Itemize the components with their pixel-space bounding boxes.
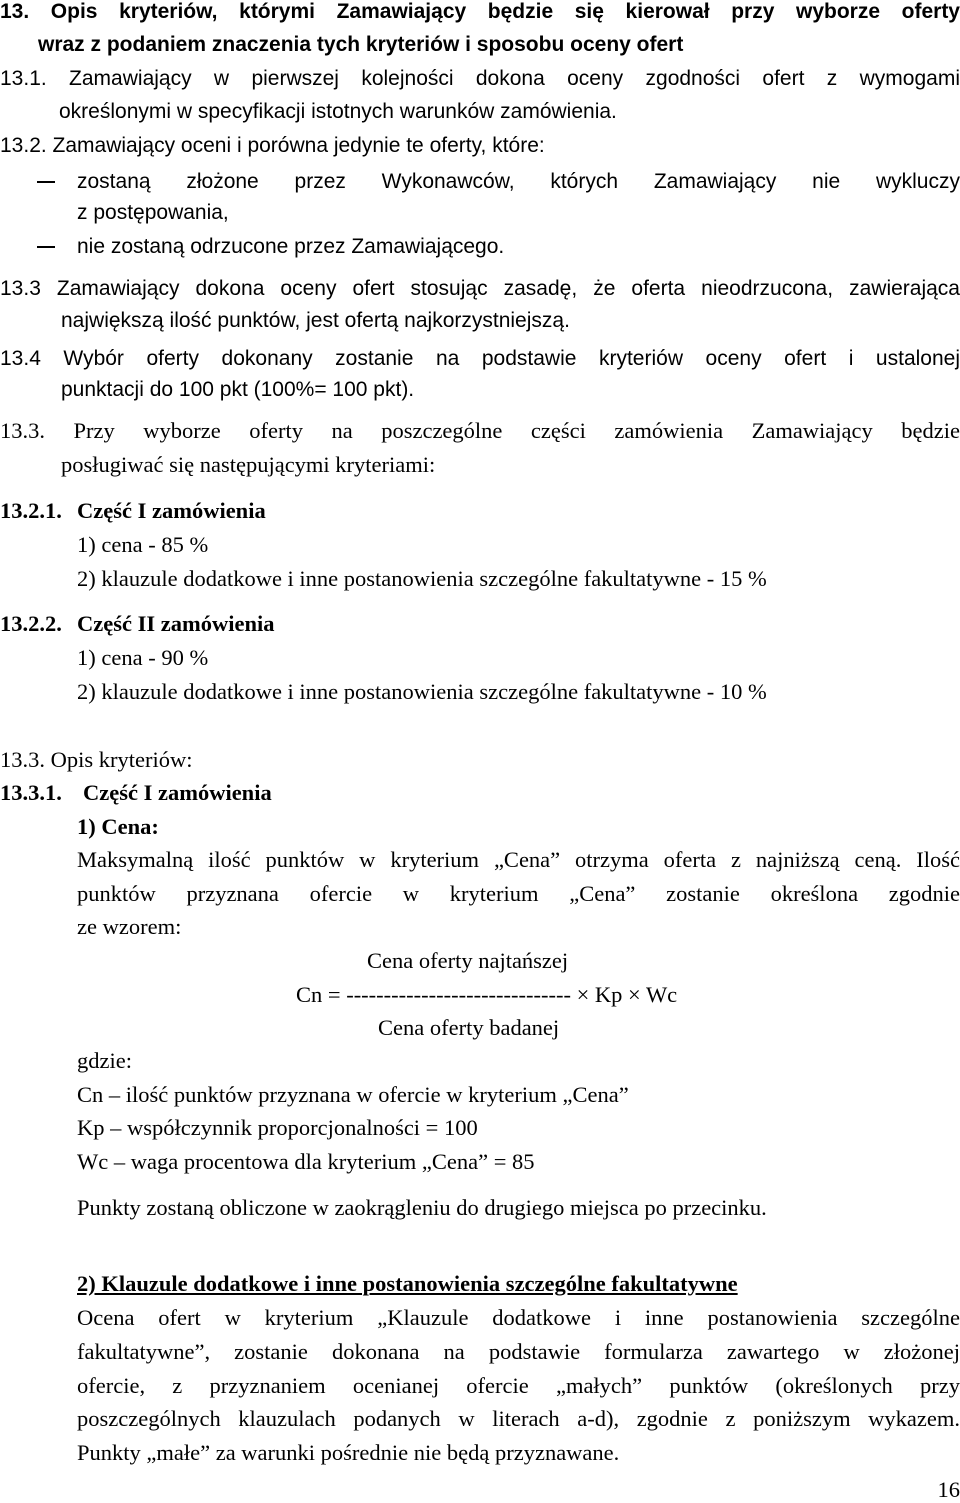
- formula-main: Cn = ------------------------------ × Kp × Wc: [296, 982, 677, 1008]
- part2-number: 13.2.2.: [0, 611, 62, 637]
- section-heading-line1: 13. Opis kryteriów, którymi Zamawiający będzie się kierował przy wyborze oferty: [0, 0, 960, 24]
- definition-cn: Cn – ilość punktów przyznana w ofercie w kryterium „Cena”: [77, 1082, 629, 1108]
- clauses-text-line5: Punkty „małe” za warunki pośrednie nie będą przyznawane.: [77, 1440, 619, 1466]
- definition-kp: Kp – współczynnik proporcjonalności = 100: [77, 1115, 478, 1141]
- clauses-heading: [77, 1271, 738, 1297]
- part1-item-2: 2) klauzule dodatkowe i inne postanowienia szczególne fakultatywne - 15 %: [77, 566, 767, 592]
- paragraph-13-3-line1: 13.3 Zamawiający dokona oceny ofert stosując zasadę, że oferta nieodrzucona, zawierająca: [0, 277, 960, 301]
- bullet-1-line1: zostaną złożone przez Wykonawców, których Zamawiający nie wykluczy: [77, 170, 960, 194]
- bullet-1-line2: z postępowania,: [77, 201, 229, 225]
- bullet-dash-2: [37, 246, 55, 248]
- price-text-line1: Maksymalną ilość punktów w kryterium „Cena” otrzyma oferta z najniższą ceną. Ilość: [77, 847, 960, 873]
- clauses-text-line1: Ocena ofert w kryterium „Klauzule dodatkowe i inne postanowienia szczególne: [77, 1305, 960, 1331]
- paragraph-13-1-line1: 13.1. Zamawiający w pierwszej kolejności dokona oceny zgodności ofert z wymogami: [0, 67, 960, 91]
- clauses-heading-text: 2) Klauzule dodatkowe i inne postanowienia szczególne fakultatywne: [77, 1271, 738, 1296]
- clauses-text-line4: poszczególnych klauzulach podanych w literach a-d), zgodnie z poniższym wykazem.: [77, 1406, 960, 1432]
- formula-denominator: Cena oferty badanej: [378, 1015, 559, 1041]
- criteria-intro-line2: posługiwać się następującymi kryteriami:: [61, 452, 435, 478]
- paragraph-13-1-line2: określonymi w specyfikacji istotnych warunków zamówienia.: [59, 100, 617, 124]
- description-part1-title: Część I zamówienia: [83, 780, 272, 806]
- price-text-line2: punktów przyznana ofercie w kryterium „Cena” zostanie określona zgodnie: [77, 881, 960, 907]
- price-text-line3: ze wzorem:: [77, 914, 181, 940]
- description-part1-number: 13.3.1.: [0, 780, 62, 806]
- part2-item-1: 1) cena - 90 %: [77, 645, 208, 671]
- section-heading-line2: wraz z podaniem znaczenia tych kryteriów i sposobu oceny ofert: [38, 33, 683, 57]
- rounding-note: Punkty zostaną obliczone w zaokrągleniu do drugiego miejsca po przecinku.: [77, 1195, 767, 1221]
- part2-item-2: 2) klauzule dodatkowe i inne postanowienia szczególne fakultatywne - 10 %: [77, 679, 767, 705]
- part1-number: 13.2.1.: [0, 498, 62, 524]
- description-heading: 13.3. Opis kryteriów:: [0, 747, 192, 773]
- bullet-dash-1: [37, 181, 55, 183]
- bullet-2: nie zostaną odrzucone przez Zamawiającego.: [77, 235, 504, 259]
- where-label: gdzie:: [77, 1048, 132, 1074]
- paragraph-13-3-line2: największą ilość punktów, jest ofertą najkorzystniejszą.: [61, 309, 570, 333]
- page-number: 16: [938, 1477, 960, 1503]
- clauses-text-line2: fakultatywne”, zostanie dokonana na podstawie formularza zawartego w złożonej: [77, 1339, 960, 1365]
- part1-item-1: 1) cena - 85 %: [77, 532, 208, 558]
- paragraph-13-4-line1: 13.4 Wybór oferty dokonany zostanie na podstawie kryteriów oceny ofert i ustalonej: [0, 347, 960, 371]
- paragraph-13-2: 13.2. Zamawiający oceni i porówna jedynie te oferty, które:: [0, 134, 545, 158]
- definition-wc: Wc – waga procentowa dla kryterium „Cena” = 85: [77, 1149, 535, 1175]
- formula-numerator: Cena oferty najtańszej: [367, 948, 568, 974]
- clauses-text-line3: ofercie, z przyznaniem ocenianej ofercie „małych” punktów (określonych przy: [77, 1373, 960, 1399]
- price-heading: 1) Cena:: [77, 814, 159, 840]
- criteria-intro-line1: 13.3. Przy wyborze oferty na poszczególne części zamówienia Zamawiający będzie: [0, 418, 960, 444]
- paragraph-13-4-line2: punktacji do 100 pkt (100%= 100 pkt).: [61, 378, 414, 402]
- part2-title: Część II zamówienia: [77, 611, 274, 637]
- part1-title: Część I zamówienia: [77, 498, 266, 524]
